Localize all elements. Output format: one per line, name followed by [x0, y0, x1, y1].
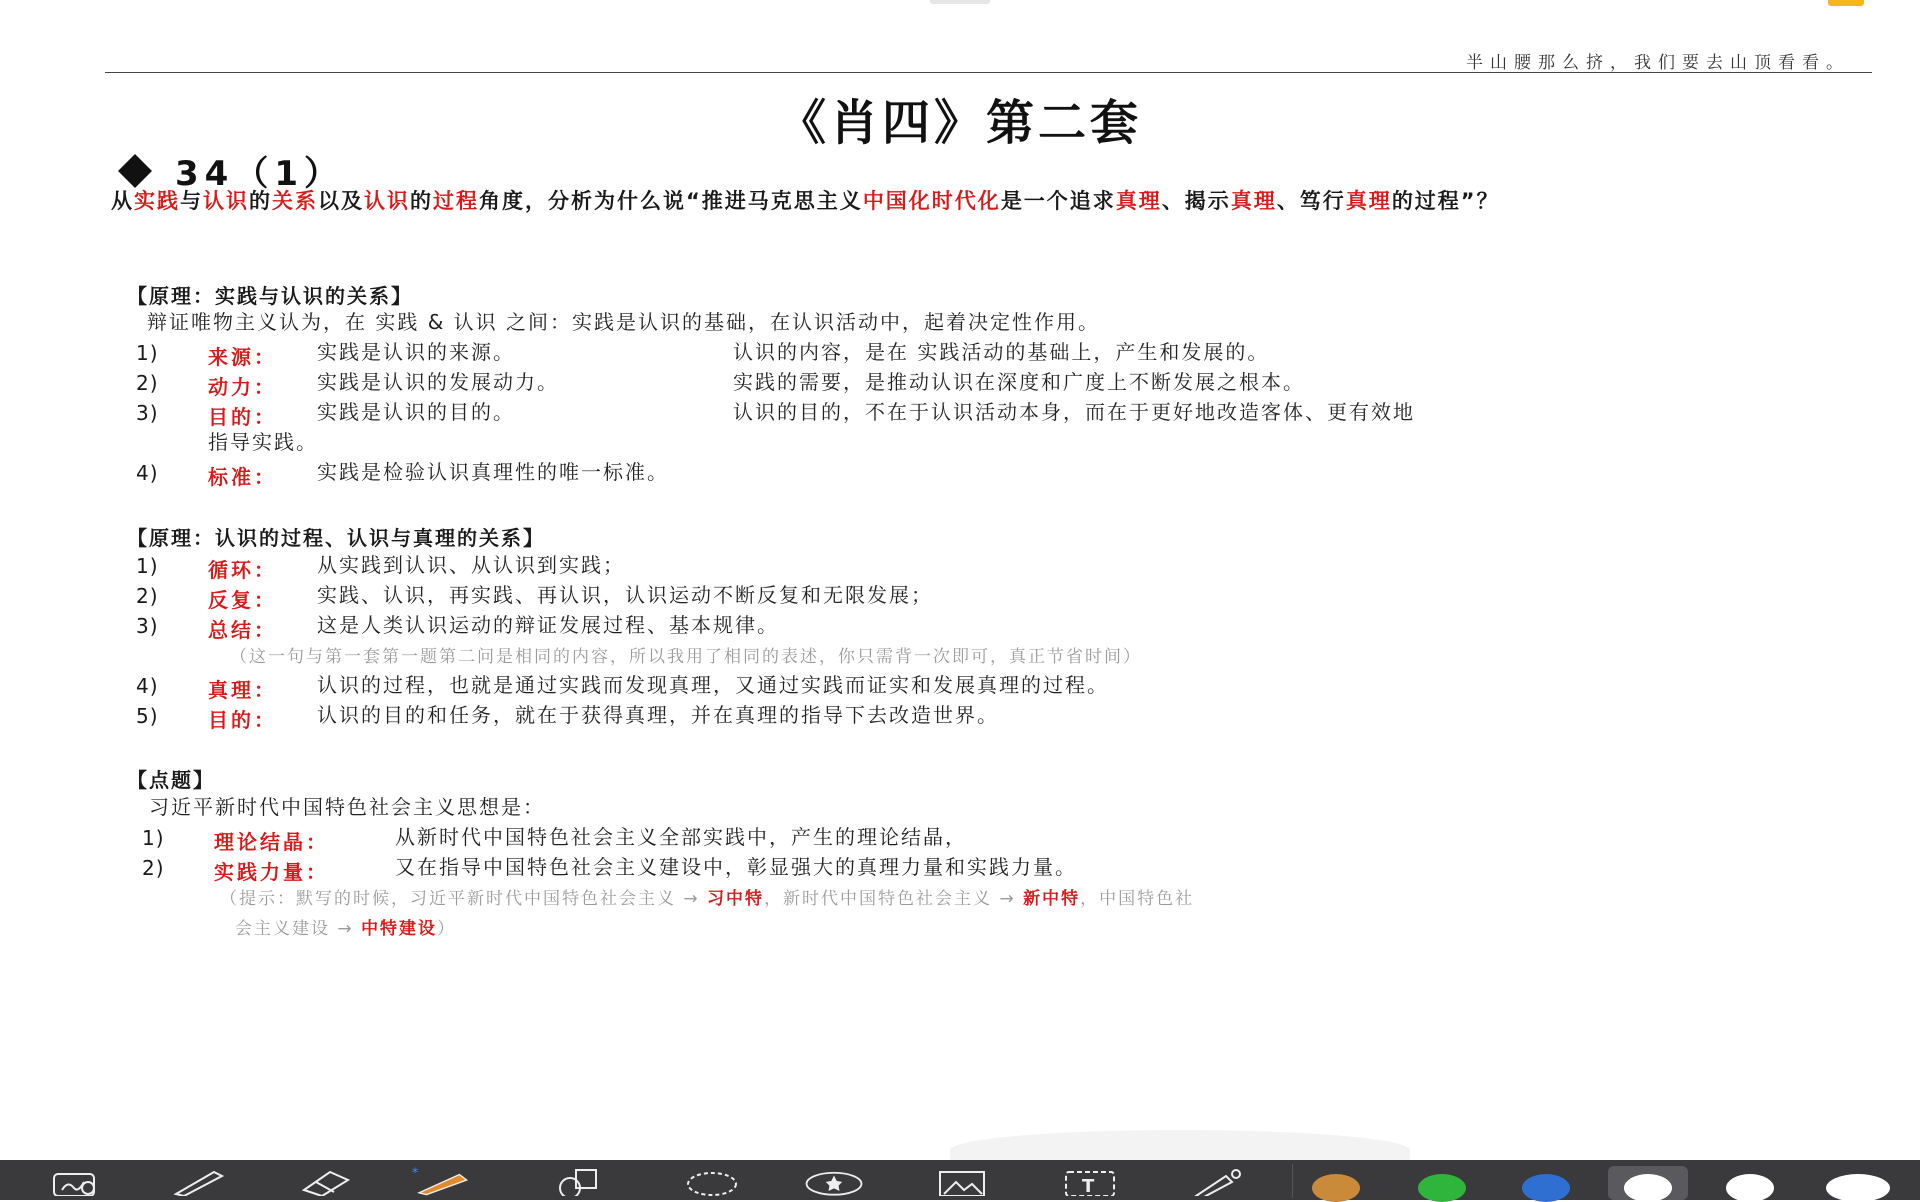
color-swatch-blue[interactable]: [1522, 1174, 1570, 1202]
hint-keyword: 习中特: [707, 889, 765, 909]
question-keyword: 关系: [272, 189, 318, 213]
item-text-extra: 实践的需要，是推动认识在深度和广度上不断发展之根本。: [733, 370, 1305, 394]
highlighter-icon[interactable]: [410, 1166, 474, 1196]
item-text: 实践是认识的发展动力。: [317, 370, 559, 394]
hint-segment: （提示：默写的时候，习近平新时代中国特色社会主义 →: [220, 889, 708, 909]
question-text-segment: 、揭示: [1161, 189, 1231, 213]
toolbar-divider: [1292, 1164, 1293, 1198]
header-rule: [105, 72, 1872, 73]
item-text: 从实践到认识、从认识到实践；: [317, 553, 625, 577]
item-text: 实践是认识的来源。: [317, 340, 515, 364]
question-text-segment: 角度，分析为什么说“推进马克思主义: [479, 189, 863, 213]
section-title-practice-cognition: 【原理：实践与认识的关系】: [127, 284, 413, 308]
section3-hint-cont: [235, 914, 456, 944]
section1-intro: 辩证唯物主义认为，在 实践 & 认识 之间：实践是认识的基础，在认识活动中，起着决定性作用。: [147, 310, 1101, 334]
question-text-segment: 的: [410, 189, 433, 213]
item-label: 目的：: [208, 708, 277, 732]
question-keyword: 实践: [134, 189, 180, 213]
item-text-extra: 认识的内容，是在 实践活动的基础上，产生和发展的。: [733, 340, 1270, 364]
stroke-size-large[interactable]: [1826, 1174, 1890, 1202]
hint-segment: 会主义建设 →: [235, 919, 362, 939]
item-text: 实践是认识的目的。: [317, 400, 515, 424]
hint-keyword: 中特建设: [361, 919, 438, 939]
item-label: 实践力量：: [214, 860, 329, 884]
hint-segment: ，新时代中国特色社会主义 →: [764, 889, 1024, 909]
question-keyword: 真理: [1115, 189, 1162, 213]
bookmark-accent: [1828, 0, 1864, 6]
lasso-add-icon[interactable]: [44, 1166, 108, 1196]
section-title-cognition-process: 【原理：认识的过程、认识与真理的关系】: [127, 526, 545, 550]
list-number: 2): [136, 371, 159, 395]
pen-icon[interactable]: [168, 1166, 232, 1196]
question-text-segment: 与: [180, 189, 203, 213]
section-title-theme: 【点题】: [127, 768, 215, 792]
stroke-size-small[interactable]: [1624, 1174, 1672, 1202]
list-number: 2): [136, 584, 159, 608]
question-keyword: 真理: [1345, 189, 1392, 213]
hint-segment: ，中国特色社: [1080, 889, 1195, 909]
item-text: 认识的过程，也就是通过实践而发现真理，又通过实践而证实和发展真理的过程。: [317, 673, 1109, 697]
list-number: 1): [136, 554, 159, 578]
list-number: 4): [136, 674, 159, 698]
eraser-icon[interactable]: [294, 1166, 358, 1196]
stroke-size-medium[interactable]: [1726, 1174, 1774, 1202]
top-handle: [930, 0, 990, 4]
question-text-segment: 的: [249, 189, 272, 213]
question-text-segment: 是一个追求: [1000, 189, 1116, 213]
item-label: 循环：: [208, 558, 277, 582]
question-keyword: 认识: [364, 189, 410, 213]
item-text-extra: 认识的目的，不在于认识活动本身，而在于更好地改造客体、更有效地: [733, 400, 1415, 424]
item-text: 这是人类认识运动的辩证发展过程、基本规律。: [317, 613, 779, 637]
item-label: 目的：: [208, 405, 277, 429]
list-number: 5): [136, 704, 159, 728]
section3-intro: 习近平新时代中国特色社会主义思想是：: [149, 795, 545, 819]
question-text-segment: 、笃行: [1276, 189, 1346, 213]
list-number: 2): [142, 856, 165, 880]
header-motto: 半山腰那么挤，我们要去山顶看看。: [1466, 53, 1850, 73]
sticker-icon[interactable]: [802, 1166, 866, 1196]
list-number: 4): [136, 461, 159, 485]
item-text: 指导实践。: [208, 430, 318, 454]
page-title: 《肖四》第二套: [777, 95, 1142, 151]
question-text: [111, 186, 1871, 216]
item-text: 又在指导中国特色社会主义建设中，彰显强大的真理力量和实践力量。: [395, 855, 1077, 879]
lasso-icon[interactable]: [680, 1166, 744, 1196]
item-label: 反复：: [208, 588, 277, 612]
item-label: 总结：: [208, 618, 277, 642]
section2-note: （这一句与第一套第一题第二问是相同的内容，所以我用了相同的表述，你只需背一次即可，真正节省时间）: [230, 647, 1142, 667]
section3-hint: [220, 884, 1194, 914]
list-number: 1): [142, 826, 165, 850]
item-label: 理论结晶：: [214, 830, 329, 854]
shapes-icon[interactable]: [548, 1166, 612, 1196]
image-icon[interactable]: [930, 1166, 994, 1196]
hint-keyword: 新中特: [1023, 889, 1081, 909]
question-text-segment: 从: [111, 189, 134, 213]
list-number: 3): [136, 401, 159, 425]
question-keyword: 认识: [203, 189, 249, 213]
list-number: 1): [136, 341, 159, 365]
text-icon[interactable]: [1058, 1166, 1122, 1196]
annotation-toolbar: [0, 1160, 1920, 1200]
svg-text:T: T: [1082, 1176, 1095, 1196]
item-label: 动力：: [208, 375, 277, 399]
diamond-bullet-icon: [118, 154, 152, 188]
question-keyword: 中国化时代化: [862, 189, 1001, 213]
item-text: 实践、认识，再实践、再认识，认识运动不断反复和无限发展；: [317, 583, 933, 607]
svg-text:*: *: [411, 1165, 419, 1181]
question-keyword: 过程: [433, 189, 479, 213]
hint-segment: ）: [437, 919, 457, 939]
item-text: 实践是检验认识真理性的唯一标准。: [317, 460, 669, 484]
question-number-text: 34（1）: [175, 154, 344, 194]
question-text-segment: 的过程”？: [1391, 189, 1500, 213]
item-label: 标准：: [208, 465, 277, 489]
item-text: 认识的目的和任务，就在于获得真理，并在真理的指导下去改造世界。: [317, 703, 999, 727]
question-keyword: 真理: [1230, 189, 1277, 213]
list-number: 3): [136, 614, 159, 638]
item-text: 从新时代中国特色社会主义全部实践中，产生的理论结晶，: [395, 825, 967, 849]
color-swatch-green[interactable]: [1418, 1174, 1466, 1202]
question-text-segment: 以及: [318, 189, 364, 213]
item-label: 真理：: [208, 678, 277, 702]
laser-icon[interactable]: [1186, 1166, 1250, 1196]
item-label: 来源：: [208, 345, 277, 369]
color-swatch-orange[interactable]: [1312, 1174, 1360, 1202]
